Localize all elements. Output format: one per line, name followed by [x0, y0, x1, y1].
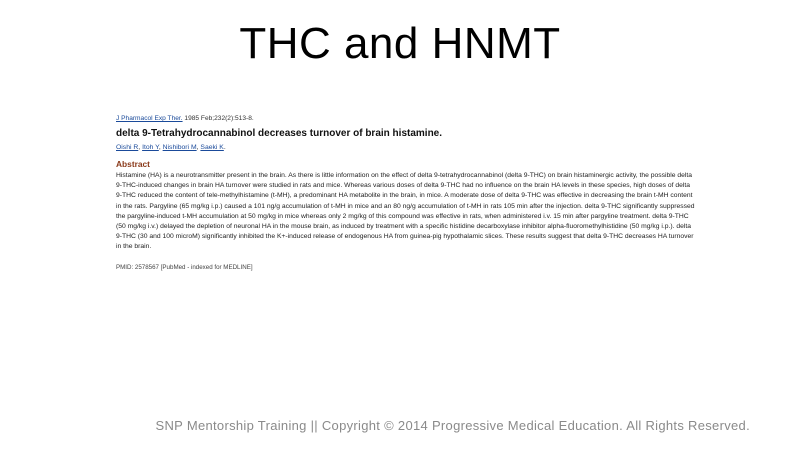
pmid-line: PMID: 2578567 [PubMed - indexed for MEDLINE]	[116, 263, 253, 271]
slide-title: THC and HNMT	[239, 19, 561, 68]
author-link[interactable]: Saeki K	[200, 144, 224, 151]
copyright-footer: SNP Mentorship Training || Copyright © 2014 Progressive Medical Education. All Rights Reserved.	[155, 418, 750, 433]
journal-link[interactable]: J Pharmacol Exp Ther.	[116, 115, 183, 122]
article-screenshot	[116, 114, 696, 272]
author-link[interactable]: Oishi R	[116, 144, 139, 151]
citation-line	[116, 114, 696, 123]
article-title: delta 9-Tetrahydrocannabinol decreases turnover of brain histamine.	[116, 128, 443, 139]
citation-details: 1985 Feb;232(2):513-8.	[182, 115, 254, 122]
abstract-text: Histamine (HA) is a neurotransmitter present in the brain. As there is little information on the effect of delta 9-tetrahydrocannabinol (delta 9-THC) on brain histaminergic activity, the possible delta 9-THC-induced changes in brain HA turnover were studied in rats and mice. Whereas various doses of delta 9-THC had no influence on the brain HA levels in these species, high doses of delta 9-THC reduced the content of tele-methylhistamine (t-MH), a predominant HA metabolite in the brain, in mice. A moderate dose of delta 9-THC was effective in decreasing the brain t-MH content in the rats. Pargyline (65 mg/kg i.p.) caused a 101 ng/g accumulation of t-MH in mice and an 80 ng/g accumulation of t-MH in rats 105 min after the injection. delta 9-THC significantly suppressed the pargyline-induced t-MH accumulation at 50 mg/kg in mice whereas only 2 mg/kg of this compound was effective in rats, when administered i.v. 15 min after pargyline treatment. delta 9-THC (50 mg/kg i.v.) delayed the depletion of neuronal HA in the mouse brain, as induced by treatment with a specific histidine decarboxylase inhibitor alpha-fluoromethylhistidine (50 mg/kg i.p.). delta 9-THC (30 and 100 microM) significantly inhibited the K+-induced release of endogenous HA from guinea-pig hypothalamic slices. These results suggest that delta 9-THC decreases HA turnover in the brain.	[116, 172, 695, 251]
author-link[interactable]: Itoh Y	[142, 144, 159, 151]
abstract-heading: Abstract	[116, 159, 150, 169]
author-link[interactable]: Nishibori M	[162, 144, 197, 151]
author-list: Oishi R, Itoh Y, Nishibori M, Saeki K.	[116, 144, 226, 151]
